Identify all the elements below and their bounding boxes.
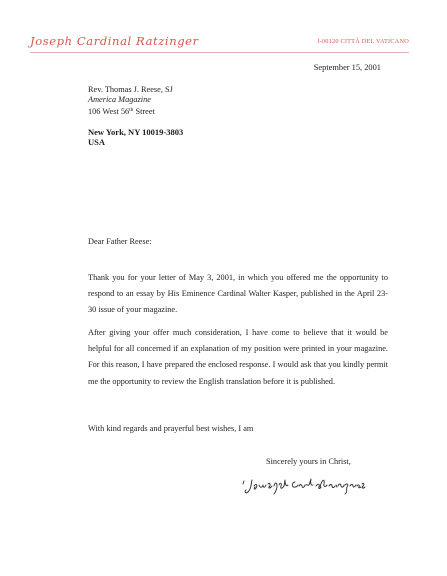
recipient-address	[88, 85, 173, 118]
letterhead-rule	[30, 52, 409, 53]
recipient-name: Rev. Thomas J. Reese, SJ	[88, 85, 173, 94]
body-paragraph: After giving your offer much consideration, I have come to believe that it would be helpful for all concerned if an explanation of my position were printed in your magazine. For this reason, I have prepared the enclosed response. I would ask that you kindly permit me the opportunity to review the English translation before it is published.	[88, 328, 388, 386]
street-suffix: th	[129, 107, 134, 114]
recipient-city-line: New York, NY 10019-3803	[88, 127, 184, 137]
letterhead-address: I-00120 CITTÀ DEL VATICANO	[317, 38, 409, 45]
recipient-street	[88, 105, 173, 117]
letterhead-name: Joseph Cardinal Ratzinger	[30, 34, 199, 48]
recipient-organization: America Magazine	[88, 95, 151, 105]
body-paragraph: Thank you for your letter of May 3, 2001, in which you offered me the opportunity to respond to an essay by His Eminence Cardinal Walter Kasper, published in the April 23-30 issue of your magazine.	[88, 273, 388, 315]
handwritten-signature	[240, 474, 370, 498]
salutation: Dear Father Reese:	[88, 237, 152, 246]
street-number: 106 West 56	[88, 107, 130, 117]
street-name: Street	[133, 107, 155, 117]
recipient-country: USA	[88, 137, 106, 148]
closing: Sincerely yours in Christ,	[266, 457, 351, 466]
body-paragraph: With kind regards and prayerful best wishes, I am	[88, 424, 254, 433]
recipient-city-block	[88, 127, 183, 148]
letter-date: September 15, 2001	[313, 63, 381, 72]
